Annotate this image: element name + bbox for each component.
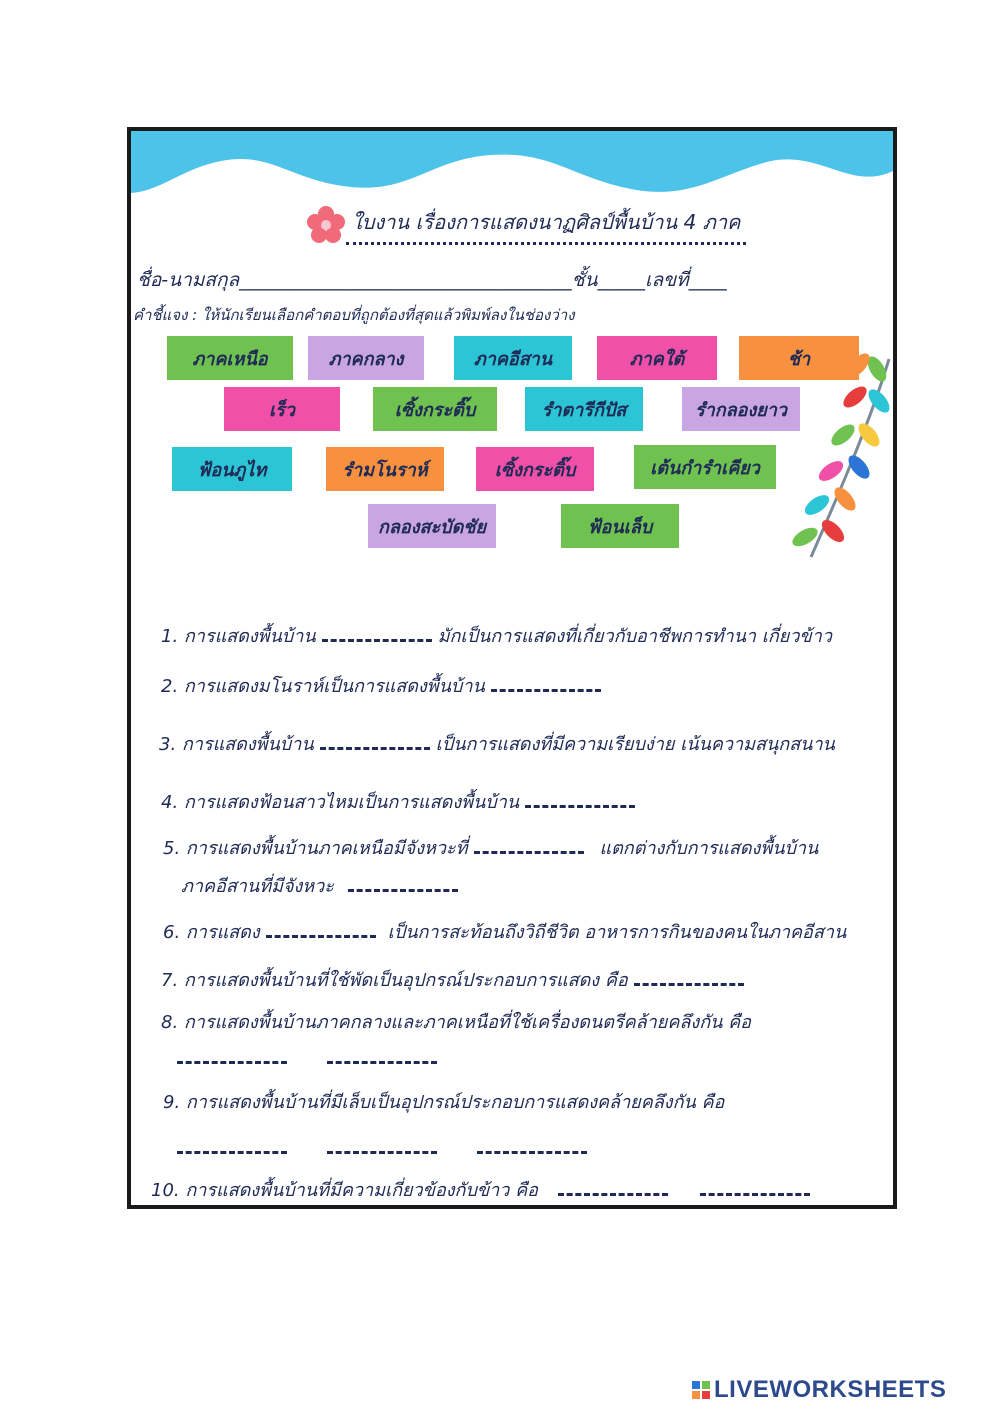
word-bank-item: ช้า (739, 336, 859, 380)
question-10-text: 10. การแสดงพื้นบ้านที่มีความเกี่ยวข้องกับข้าว คือ (151, 1180, 538, 1201)
wave-header-decoration (131, 131, 893, 211)
title-row (306, 205, 746, 245)
word-bank-item: ภาคใต้ (597, 336, 717, 380)
answer-blank[interactable] (700, 1179, 810, 1196)
question-7-text: 7. การแสดงพื้นบ้านที่ใช้พัดเป็นอุปกรณ์ประกอบการแสดง คือ (161, 970, 628, 991)
question-6-text-b: เป็นการสะท้อนถึงวิถีชีวิต อาหารการกินของคนในภาคอีสาน (387, 922, 847, 943)
answer-blank[interactable] (266, 921, 376, 938)
question-4-text: 4. การแสดงฟ้อนสาวไหมเป็นการแสดงพื้นบ้าน (161, 792, 520, 813)
answer-blank[interactable] (558, 1179, 668, 1196)
question-9 (163, 1087, 724, 1116)
liveworksheets-logo-icon (692, 1381, 710, 1399)
word-bank-item: เซิ้งกระติ๊บ (476, 447, 594, 491)
question-2-text: 2. การแสดงมโนราห์เป็นการแสดงพื้นบ้าน (161, 676, 485, 697)
answer-blank[interactable] (177, 1047, 287, 1064)
question-8-answers (171, 1047, 443, 1069)
word-bank-item: กลองสะบัดชัย (368, 504, 496, 548)
worksheet-title: ใบงาน เรื่องการแสดงนาฏศิลป์พื้นบ้าน 4 ภาค (346, 206, 746, 245)
answer-blank[interactable] (634, 969, 744, 986)
answer-blank[interactable] (525, 791, 635, 808)
name-class-number-line: ชื่อ-นามสกุล___________________________________ชั้น_____เลขที่____ (137, 269, 727, 291)
question-5 (163, 833, 818, 862)
question-5-text-b: แตกต่างกับการแสดงพื้นบ้าน (599, 838, 819, 859)
question-1 (161, 621, 832, 650)
answer-blank[interactable] (474, 837, 584, 854)
question-2 (161, 671, 607, 700)
flower-icon (306, 205, 346, 245)
answer-blank[interactable] (327, 1137, 437, 1154)
answer-blank[interactable] (491, 675, 601, 692)
word-bank-item: เต้นกำรำเคียว (634, 445, 776, 489)
instruction-text: คำชี้แจง : ให้นักเรียนเลือกคำตอบที่ถูกต้องที่สุดแล้วพิมพ์ลงในช่องว่าง (133, 306, 575, 324)
question-3-text-a: 3. การแสดงพื้นบ้าน (159, 734, 314, 755)
question-3-text-b: เป็นการแสดงที่มีความเรียบง่าย เน้นความสนุกสนาน (435, 734, 835, 755)
word-bank-item: เซิ้งกระติ๊บ (373, 387, 497, 431)
answer-blank[interactable] (348, 875, 458, 892)
question-1-text-b: มักเป็นการแสดงที่เกี่ยวกับอาชีพการทำนา เกี่ยวข้าว (437, 626, 832, 647)
answer-blank[interactable] (322, 625, 432, 642)
word-bank-item: ภาคกลาง (308, 336, 424, 380)
worksheet-frame (127, 127, 897, 1209)
word-bank-item: ฟ้อนภูไท (172, 447, 292, 491)
word-bank-item: เร็ว (224, 387, 340, 431)
question-9-text: 9. การแสดงพื้นบ้านที่มีเล็บเป็นอุปกรณ์ประกอบการแสดงคล้ายคลึงกัน คือ (163, 1092, 725, 1113)
liveworksheets-brand (692, 1376, 946, 1404)
answer-blank[interactable] (320, 733, 430, 750)
question-9-answers (171, 1137, 593, 1159)
answer-blank[interactable] (327, 1047, 437, 1064)
word-bank-item: ภาคเหนือ (167, 336, 293, 380)
word-bank-item: ฟ้อนเล็บ (561, 504, 679, 548)
question-3 (159, 729, 835, 758)
question-5-continued (181, 871, 464, 900)
question-5-text-c: ภาคอีสานที่มีจังหวะ (181, 876, 334, 897)
answer-blank[interactable] (477, 1137, 587, 1154)
word-bank-item: ภาคอีสาน (454, 336, 572, 380)
word-bank-item: รำตารีกีปัส (525, 387, 643, 431)
question-6-text-a: 6. การแสดง (163, 922, 260, 943)
question-10 (151, 1175, 816, 1204)
question-4 (161, 787, 641, 816)
word-bank-item: รำมโนราห์ (326, 447, 444, 491)
question-6 (163, 917, 846, 946)
question-8 (161, 1007, 751, 1036)
question-5-text-a: 5. การแสดงพื้นบ้านภาคเหนือมีจังหวะที่ (163, 838, 468, 859)
answer-blank[interactable] (177, 1137, 287, 1154)
leaf-branch-decoration (771, 339, 893, 559)
question-8-text: 8. การแสดงพื้นบ้านภาคกลางและภาคเหนือที่ใช้เครื่องดนตรีคล้ายคลึงกัน คือ (161, 1012, 751, 1033)
question-1-text-a: 1. การแสดงพื้นบ้าน (161, 626, 316, 647)
question-7 (161, 965, 750, 994)
brand-text: LIVEWORKSHEETS (714, 1376, 947, 1403)
word-bank-item: รำกลองยาว (682, 387, 800, 431)
